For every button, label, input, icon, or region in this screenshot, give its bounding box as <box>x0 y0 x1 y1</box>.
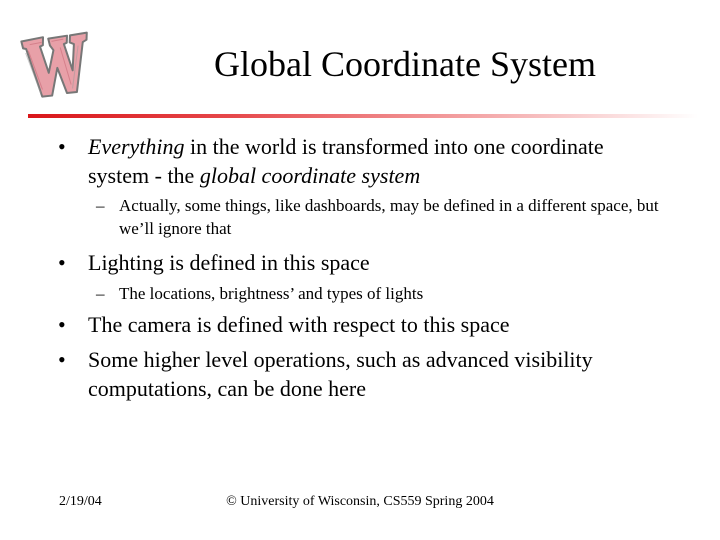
bullet-text: Lighting is defined in this space <box>88 250 370 275</box>
title-rule <box>28 114 698 118</box>
wisconsin-w-logo-icon <box>18 28 94 102</box>
bullet-text-italic: global coordinate system <box>199 163 421 188</box>
bullet-icon: • <box>58 312 66 337</box>
bullet-text: in the world is transformed into one coordinate system - the <box>88 134 604 188</box>
sub-bullet-icon: – <box>96 284 105 303</box>
footer-date: 2/19/04 <box>59 494 102 509</box>
list-item <box>96 282 679 305</box>
bullet-text: The camera is defined with respect to this space <box>88 312 510 337</box>
list-item <box>58 310 668 339</box>
bullet-text: Some higher level operations, such as advanced visibility computations, can be done here <box>88 347 593 401</box>
bullet-icon: • <box>58 250 66 275</box>
list-item <box>58 248 668 277</box>
sub-bullet-text: The locations, brightness’ and types of lights <box>119 284 424 303</box>
list-item <box>58 132 668 190</box>
sub-bullet-text: Actually, some things, like dashboards, may be defined in a different space, but we’ll ignore that <box>119 196 659 238</box>
list-item <box>96 194 679 240</box>
sub-bullet-icon: – <box>96 196 105 215</box>
bullet-text-italic: Everything <box>88 134 185 159</box>
footer-copyright: © University of Wisconsin, CS559 Spring 2004 <box>226 494 494 509</box>
bullet-icon: • <box>58 134 66 159</box>
bullet-icon: • <box>58 347 66 372</box>
slide-title: Global Coordinate System <box>214 44 596 84</box>
list-item <box>58 345 658 403</box>
